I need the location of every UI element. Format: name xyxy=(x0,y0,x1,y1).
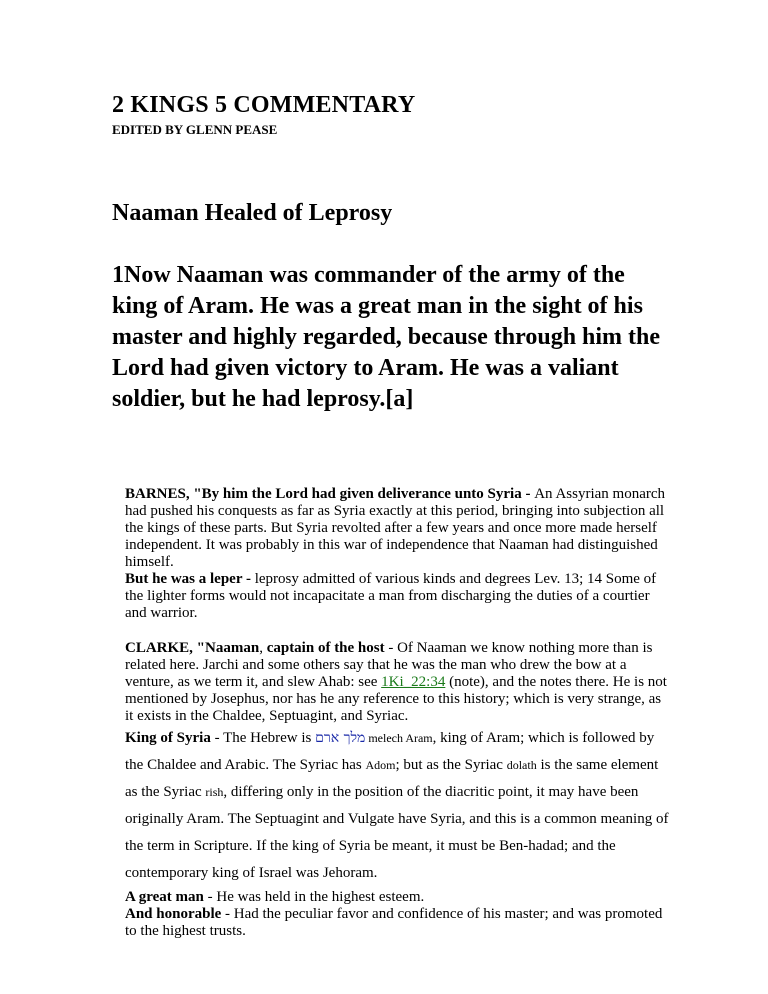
honorable-text: - Had the peculiar favor and confidence of his master; and was promoted to the highest trusts. xyxy=(125,906,663,939)
barnes-text-2: leprosy admitted of various kinds and degrees Lev. 13; 14 Some of the lighter forms would not incapacitate a man from discharging the duties of a courtier and warrior. xyxy=(125,571,657,621)
clarke-commentary xyxy=(112,640,672,940)
king-text-2: , king of Aram; which is followed by the Chaldee and Arabic. The Syriac has xyxy=(125,730,655,773)
section-title: Naaman Healed of Leprosy xyxy=(112,200,393,226)
great-man-text: - He was held in the highest esteem. xyxy=(203,889,425,905)
dolath-word: dolath xyxy=(506,758,537,772)
hebrew-text: מלך ארם xyxy=(315,730,366,746)
barnes-lead: BARNES, "By him the Lord had given deliverance unto Syria - xyxy=(125,486,535,502)
clarke-lead-a: CLARKE, "Naaman xyxy=(125,640,260,656)
clarke-text-1b: (note), and the notes there. He is not mentioned by Josephus, nor has he any reference to this history; which is very strange, as it exists in the Chaldee, Septuagint, and Syriac. xyxy=(125,674,667,724)
barnes-text-1: An Assyrian monarch had pushed his conquests as far as Syria exactly at this period, bringing into subjection all the kings of these parts. But Syria revolted after a few years and once more made herself independent. It was probably in this war of independence that Naaman had distinguished himself. xyxy=(125,486,666,570)
king-text-4: is the same element as the Syriac xyxy=(125,757,659,800)
king-text-1: - The Hebrew is xyxy=(210,730,316,746)
great-man-lead: A great man xyxy=(125,889,204,905)
document-subtitle: EDITED BY GLENN PEASE xyxy=(112,122,278,137)
king-text-5: , differing only in the position of the diacritic point, it may have been originally Aram. The Septuagint and Vulgate have Syria, and this is a common meaning of the term in Scripture. If the king of Syria be meant, it must be Ben-hadad; and the contemporary king of Israel was Jehoram. xyxy=(125,784,669,881)
clarke-lead-b: captain of the host xyxy=(266,640,385,656)
barnes-commentary xyxy=(112,486,672,622)
barnes-lead-2: But he was a leper - xyxy=(125,571,255,587)
clarke-lead-sep: , xyxy=(259,640,267,656)
scripture-link[interactable]: 1Ki_22:34 xyxy=(381,674,446,690)
adom-word: Adom xyxy=(365,758,396,772)
document-title: 2 KINGS 5 COMMENTARY xyxy=(112,92,416,118)
king-translit: melech Aram xyxy=(365,731,433,745)
verse-text: 1Now Naaman was commander of the army of the king of Aram. He was a great man in the sight of his master and highly regarded, because through him the Lord had given victory to Aram. He was a valiant soldier, but he had leprosy.[a] xyxy=(112,262,661,412)
king-text-3: ; but as the Syriac xyxy=(395,757,507,773)
clarke-text-1a: - Of Naaman we know nothing more than is related here. Jarchi and some others say that he was the man who drew the bow at a venture, as we term it, and slew Ahab: see xyxy=(125,640,653,690)
king-of-syria-lead: King of Syria xyxy=(125,730,211,746)
honorable-lead: And honorable xyxy=(125,906,222,922)
rish-word: rish xyxy=(205,785,224,799)
